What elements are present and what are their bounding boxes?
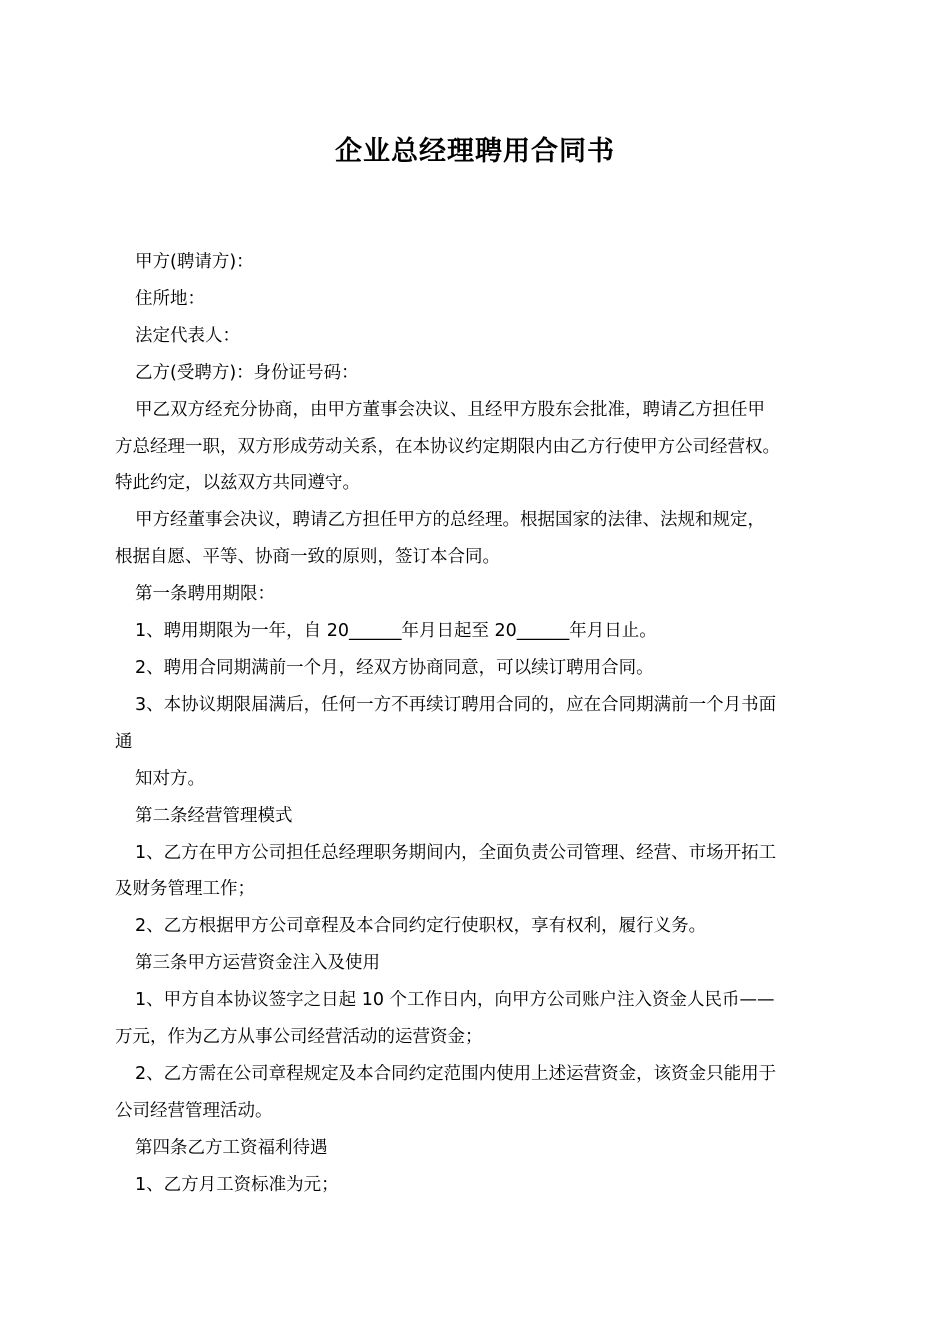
document-title: 企业总经理聘用合同书 — [335, 136, 615, 167]
intro-paragraph-line: 方总经理一职，双方形成劳动关系，在本协议约定期限内由乙方行使甲方公司经营权。 — [115, 436, 780, 457]
intro-paragraph-line: 甲乙双方经充分协商，由甲方董事会决议、且经甲方股东会批准，聘请乙方担任甲 — [135, 399, 765, 420]
clause-line: 知对方。 — [135, 768, 205, 789]
document-body — [115, 244, 845, 1204]
clause-line: 1、乙方在甲方公司担任总经理职务期间内，全面负责公司管理、经营、市场开拓工 — [135, 842, 777, 863]
clause-line: 公司经营管理活动。 — [115, 1100, 273, 1121]
basis-paragraph-line: 甲方经董事会决议，聘请乙方担任甲方的总经理。根据国家的法律、法规和规定， — [135, 510, 765, 531]
clause-line: 及财务管理工作； — [115, 879, 255, 900]
address-line: 住所地： — [135, 288, 205, 309]
article-1-heading: 第一条聘用期限： — [135, 584, 275, 605]
clause-line: 通 — [115, 731, 133, 752]
article-2-heading: 第二条经营管理模式 — [135, 805, 293, 826]
clause-line: 1、聘用期限为一年，自 20______年月日起至 20______年月日止。 — [135, 621, 657, 642]
basis-paragraph-line: 根据自愿、平等、协商一致的原则，签订本合同。 — [115, 547, 500, 568]
article-4-heading: 第四条乙方工资福利待遇 — [135, 1137, 328, 1158]
clause-line: 1、乙方月工资标准为元； — [135, 1174, 339, 1195]
clause-line: 1、甲方自本协议签字之日起 10 个工作日内，向甲方公司账户注入资金人民币—— — [135, 990, 775, 1011]
party-a-line: 甲方(聘请方)： — [135, 252, 254, 272]
clause-line: 3、本协议期限届满后，任何一方不再续订聘用合同的，应在合同期满前一个月书面 — [135, 694, 777, 715]
clause-line: 2、聘用合同期满前一个月，经双方协商同意，可以续订聘用合同。 — [135, 657, 654, 678]
clause-line: 2、乙方需在公司章程规定及本合同约定范围内使用上述运营资金，该资金只能用于 — [135, 1063, 777, 1084]
legal-rep-line: 法定代表人： — [135, 325, 240, 346]
party-b-line: 乙方(受聘方)：身份证号码： — [135, 362, 359, 383]
article-3-heading: 第三条甲方运营资金注入及使用 — [135, 953, 380, 974]
clause-line: 万元，作为乙方从事公司经营活动的运营资金； — [115, 1027, 483, 1048]
clause-line: 2、乙方根据甲方公司章程及本合同约定行使职权，享有权利，履行义务。 — [135, 916, 707, 937]
intro-paragraph-line: 特此约定，以兹双方共同遵守。 — [115, 473, 360, 494]
